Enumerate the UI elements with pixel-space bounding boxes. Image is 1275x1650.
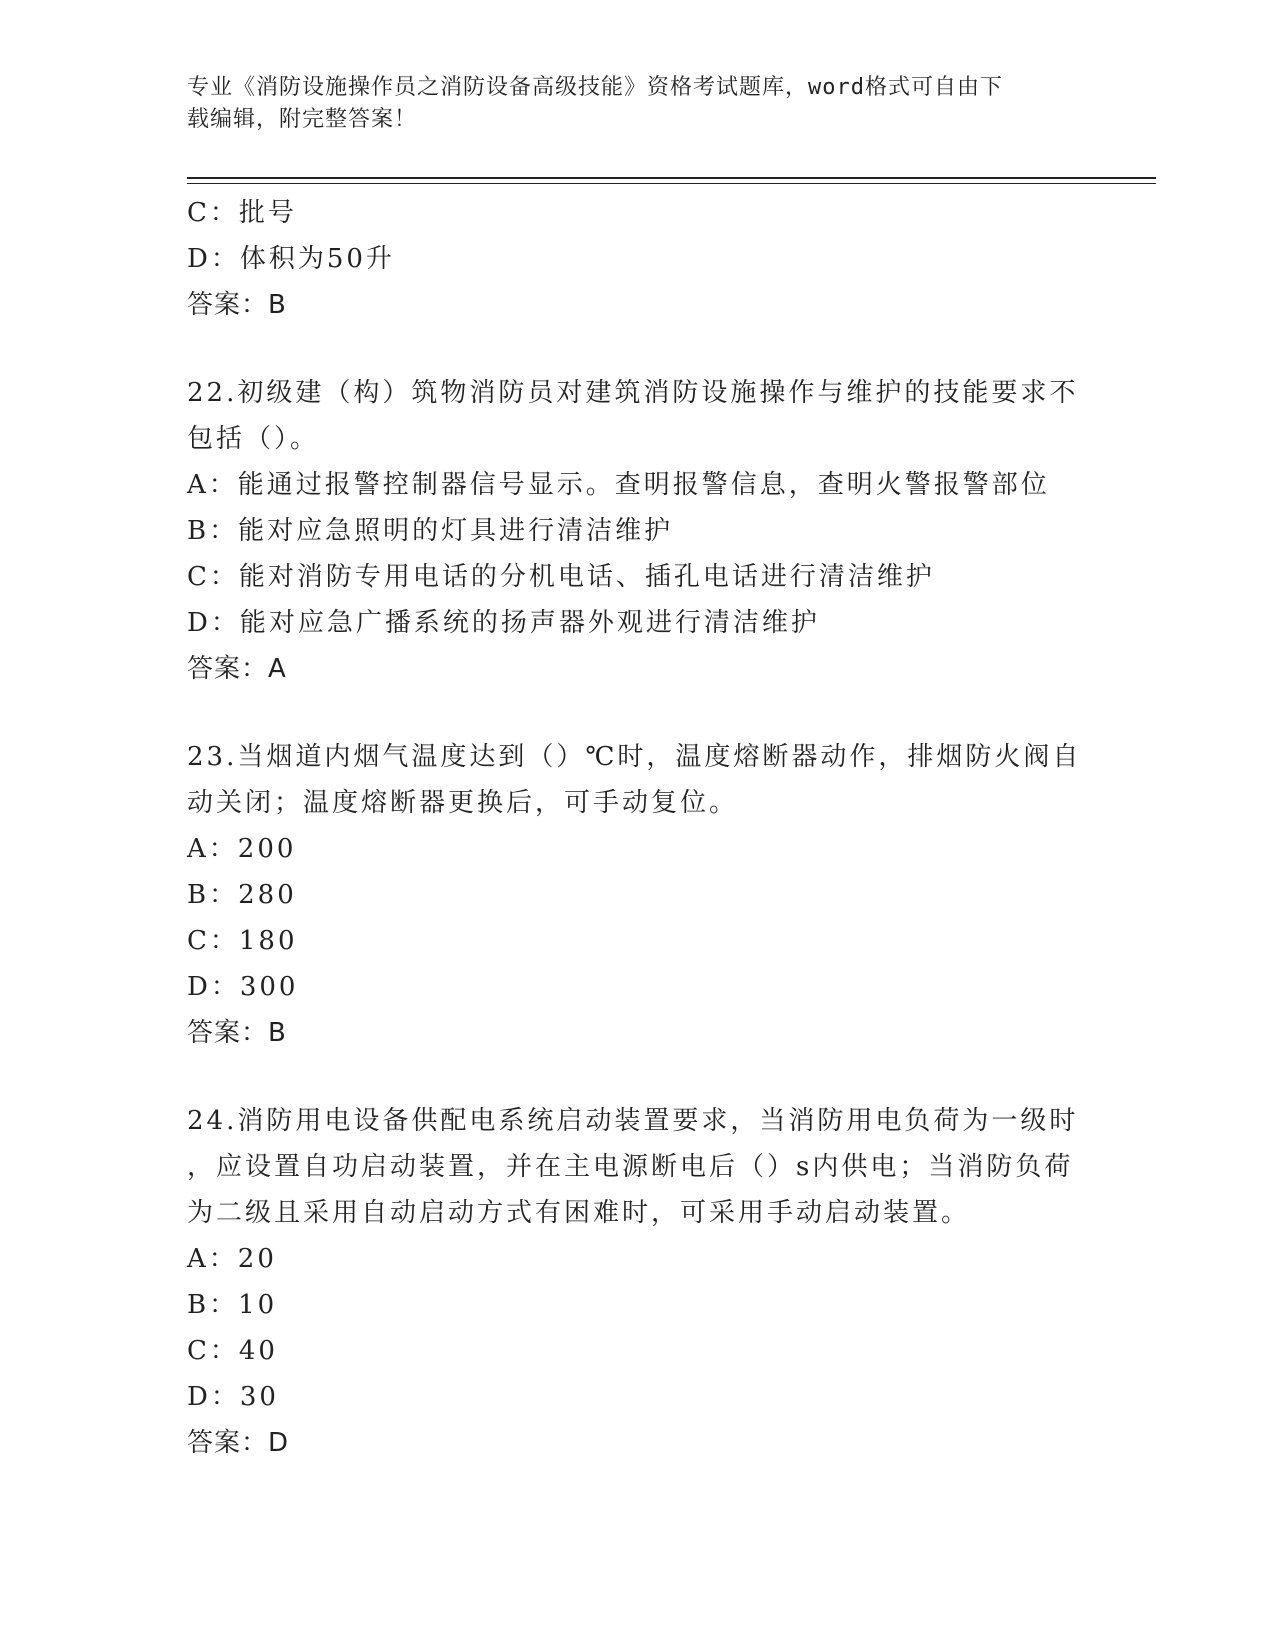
question-24 — [187, 1098, 1087, 1466]
question-text-line: ，应设置自功启动装置，并在主电源断电后（）s内供电；当消防负荷 — [187, 1152, 1074, 1182]
option-b: B：280 — [187, 880, 297, 910]
answer-line: 答案：D — [187, 1428, 290, 1458]
question-content — [187, 190, 1087, 1466]
question-text-line: 动关闭；温度熔断器更换后，可手动复位。 — [187, 788, 739, 818]
question-text-line: 23.当烟道内烟气温度达到（）℃时，温度熔断器动作，排烟防火阀自 — [187, 742, 1082, 772]
question-text-line: 包括（）。 — [187, 424, 320, 454]
header-divider-thin — [187, 183, 1156, 184]
option-c: C：批号 — [187, 198, 297, 228]
question-text-line: 24.消防用电设备供配电系统启动装置要求，当消防用电负荷为一级时 — [187, 1106, 1079, 1136]
option-c: C：能对消防专用电话的分机电话、插孔电话进行清洁维护 — [187, 562, 935, 592]
option-a: A：能通过报警控制器信号显示。查明报警信息，查明火警报警部位 — [187, 470, 1050, 500]
question-23 — [187, 734, 1087, 1056]
answer-line: 答案：B — [187, 290, 287, 320]
option-d: D：能对应急广播系统的扬声器外观进行清洁维护 — [187, 608, 820, 638]
header-line-1: 专业《消防设施操作员之消防设备高级技能》资格考试题库，word格式可自由下 — [187, 75, 1003, 100]
option-a: A：20 — [187, 1244, 277, 1274]
option-b: B：能对应急照明的灯具进行清洁维护 — [187, 516, 674, 546]
answer-line: 答案：B — [187, 1018, 287, 1048]
question-22 — [187, 370, 1087, 692]
option-d: D：300 — [187, 972, 299, 1002]
option-a: A：200 — [187, 834, 297, 864]
question-text-line: 为二级且采用自动启动方式有困难时，可采用手动启动装置。 — [187, 1198, 971, 1228]
previous-question-tail — [187, 190, 1087, 328]
option-d: D：体积为50升 — [187, 244, 395, 274]
question-text-line: 22.初级建（构）筑物消防员对建筑消防设施操作与维护的技能要求不 — [187, 378, 1079, 408]
header-divider-thick — [187, 177, 1156, 179]
header-line-2: 载编辑，附完整答案！ — [187, 107, 418, 132]
option-c: C：40 — [187, 1336, 278, 1366]
document-header — [187, 72, 1067, 136]
option-c: C：180 — [187, 926, 298, 956]
answer-line: 答案：A — [187, 654, 287, 684]
option-b: B：10 — [187, 1290, 278, 1320]
option-d: D：30 — [187, 1382, 279, 1412]
